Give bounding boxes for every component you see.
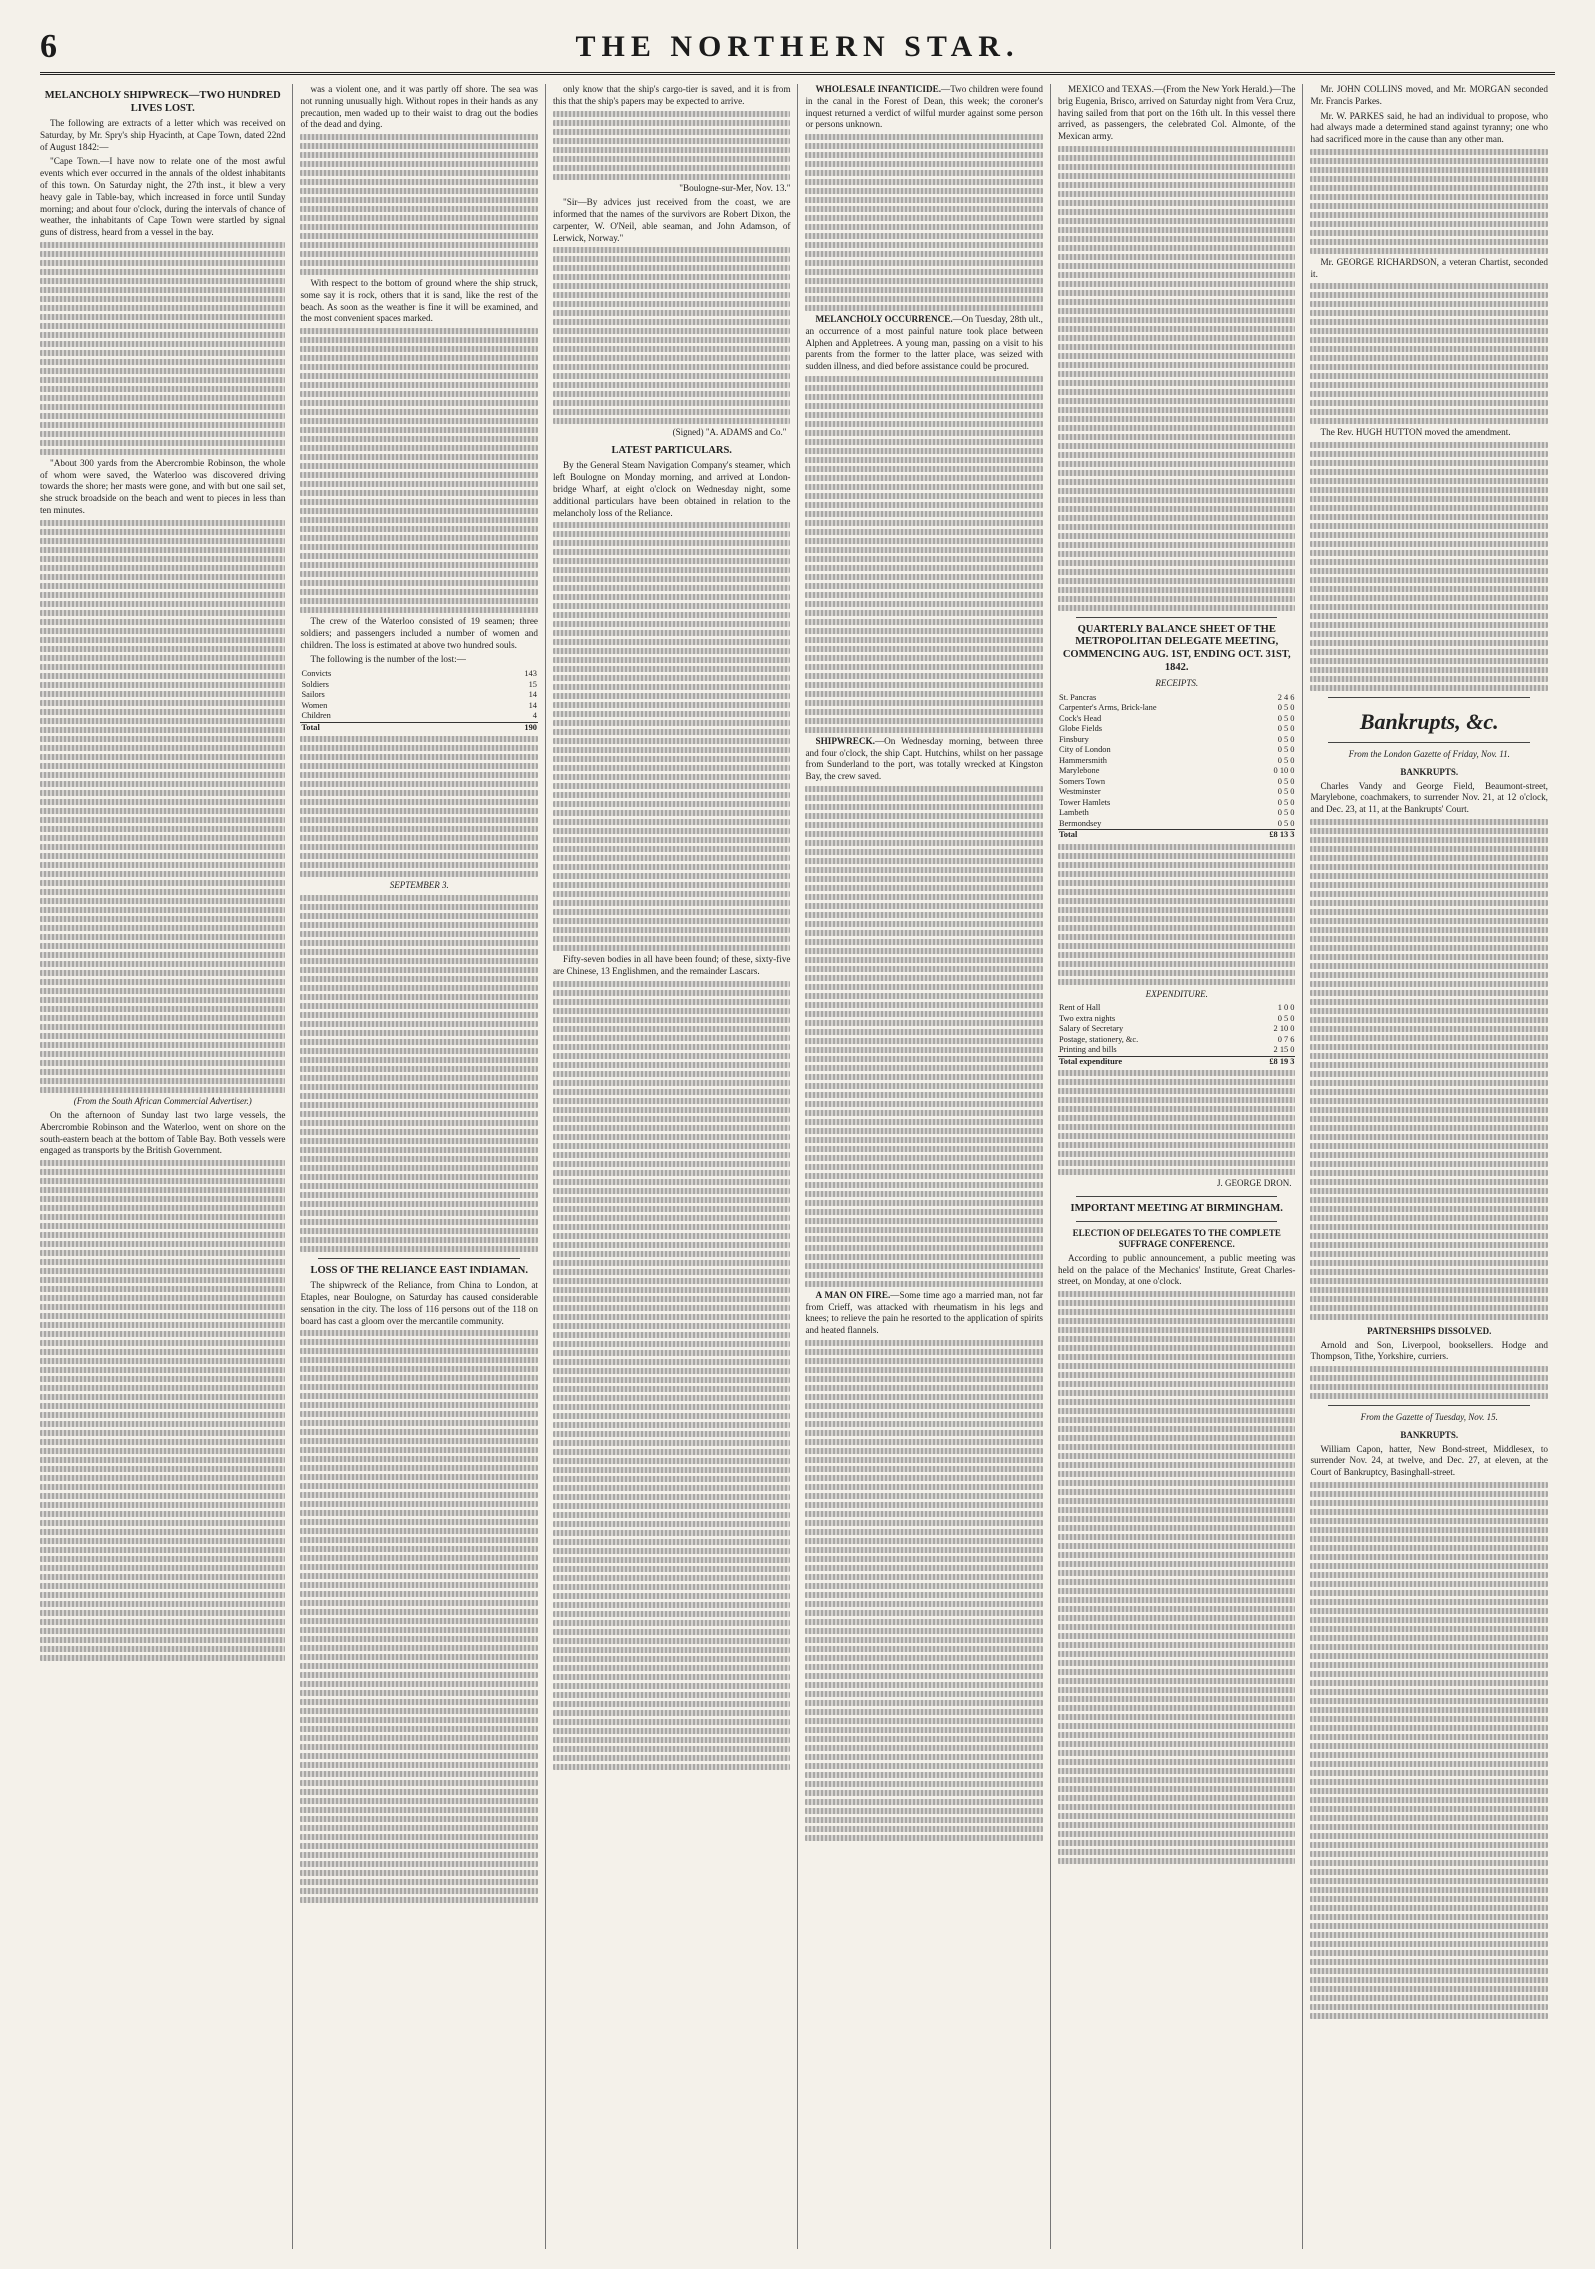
article-paragraph: On the afternoon of Sunday last two large vessels, the Abercrombie Robinson and the Waterloo, went on shore on the south-eastern beach at the bottom of Table Bay. Both vessels were engaged as transports by the British Government.	[40, 1110, 286, 1156]
table-row: Cock's Head 0 5 0	[1058, 713, 1295, 723]
column-3	[545, 84, 798, 2249]
table-row: Postage, stationery, &c. 0 7 6	[1058, 1034, 1295, 1044]
article-paragraph: "Cape Town.—I have now to relate one of the most awful events which ever occurred in the annals of the oldest inhabitants of this town. On Saturday night, the 27th inst., it blew a very heavy gale in Table-bay, which increased in force until Sunday morning; and about four o'clock, during the intervals of chance of weather, the inhabitants of Cape Town were startled by signal guns of distress, heard from a vessel in the bay.	[40, 156, 286, 238]
headline-reliance: LOSS OF THE RELIANCE EAST INDIAMAN.	[310, 1264, 528, 1276]
headline-shipwreck: MELANCHOLY SHIPWRECK—TWO HUNDRED LIVES LOST.	[44, 90, 281, 114]
table-row: Tower Hamlets 0 5 0	[1058, 797, 1295, 807]
table-row: Soldiers 15	[301, 679, 537, 689]
subheading-partnerships: PARTNERSHIPS DISSOLVED.	[1367, 1325, 1492, 1336]
masthead	[40, 22, 1555, 75]
article-paragraph: Arnold and Son, Liverpool, booksellers. Hodge and Thompson, Tithe, Yorkshire, curriers.	[1310, 1339, 1548, 1362]
table-row: Lambeth 0 5 0	[1058, 808, 1295, 818]
gazette-source: From the London Gazette of Friday, Nov. 11.	[1348, 749, 1510, 760]
article-paragraph: Mr. JOHN COLLINS moved, and Mr. MORGAN seconded Mr. Francis Parkes.	[1310, 84, 1548, 106]
article-paragraph: "Sir—By advices just received from the coast, we are informed that the names of the survivors are Robert Dixon, the carpenter, W. O'Neil, able seaman, and John Adamson, of Lerwick, Norway."	[552, 197, 791, 243]
section-heading: LATEST PARTICULARS.	[611, 444, 732, 456]
table-row: Marylebone 0 10 0	[1058, 766, 1295, 776]
table-row: Convicts 143	[301, 669, 537, 679]
article-paragraph: The Rev. HUGH HUTTON moved the amendment.	[1320, 427, 1511, 438]
table-row: Children 4	[301, 711, 537, 721]
article-paragraph: The shipwreck of the Reliance, from China to London, at Etaples, near Boulogne, on Saturday has caused considerable sensation in the city. The loss of 116 persons out of the 118 on board has cast a gloom over the mercantile community.	[300, 1280, 538, 1326]
article-paragraph: was a violent one, and it was partly off shore. The sea was not running unusually high. Without ropes in their hands as any precaution, men waded up to their waist to drag out the bodies of the dead and dying.	[300, 84, 538, 130]
paper-title: THE NORTHERN STAR.	[575, 30, 1020, 63]
column-5	[1050, 84, 1303, 2249]
article-text: —Two children were found in the canal in the Forest of Dean, this week; the coroner's inquest returned a verdict of wilful murder against some person or persons unknown.	[805, 84, 1043, 130]
dateline: SEPTEMBER 3.	[389, 880, 449, 891]
subheading-election: ELECTION OF DELEGATES TO THE COMPLETE SUFFRAGE CONFERENCE.	[1072, 1228, 1281, 1250]
page-number: 6	[40, 28, 57, 65]
article-text: —On Tuesday, 28th ult., an occurrence of a most painful nature took place between Alphen and Appletrees. A young man, passing on a visit to his parents from the former to the latter place, was seized with sudden illness, and died before assistance could be procured.	[805, 314, 1043, 372]
article-paragraph: Fifty-seven bodies in all have been found; of these, sixty-five are Chinese, 13 Englishmen, and the remainder Lascars.	[552, 954, 791, 977]
dateline: "Boulogne-sur-Mer, Nov. 13."	[679, 182, 791, 193]
table-row: Women 14	[301, 700, 537, 710]
table-row: Somers Town 0 5 0	[1058, 776, 1295, 786]
article-paragraph: By the General Steam Navigation Company's steamer, which left Boulogne on Monday morning, and arrived at London-bridge Wharf, at eight o'clock on Wednesday night, some additional particulars have been obtained in relation to the melancholy loss of the Reliance.	[552, 460, 791, 518]
article-paragraph: MEXICO and TEXAS.—(From the New York Herald.)—The brig Eugenia, Brisco, arrived on Saturday night from Vera Cruz, having sailed from that port on the 16th ult. In this vessel there arrived, as passengers, the celebrated Col. Almonte, of the Mexican army.	[1057, 84, 1296, 142]
table-row: Salary of Secretary 2 10 0	[1058, 1024, 1295, 1034]
table-total-row: Total 190	[301, 722, 537, 732]
inline-heading: A MAN ON FIRE.	[815, 1289, 891, 1300]
table-total-row: Total £8 13 3	[1058, 830, 1295, 840]
expenditure-title: EXPENDITURE.	[1145, 988, 1208, 999]
column-4	[797, 84, 1050, 2249]
table-row: Sailors 14	[301, 690, 537, 700]
article-paragraph: "About 300 yards from the Abercrombie Robinson, the whole of whom were saved, the Waterloo was discovered driving towards the shore; her masts were gone, and with but one sail set, she struck broadside on the beach and went to pieces in less than ten minutes.	[40, 457, 286, 515]
article-paragraph: According to public announcement, a public meeting was held on the palace of the Mechanics' Institute, Great Charles-street, on Monday, at one o'clock.	[1057, 1252, 1296, 1287]
signature: J. GEORGE DRON.	[1216, 1178, 1292, 1189]
column-1	[40, 84, 292, 2249]
table-row: St. Pancras 2 4 6	[1058, 692, 1295, 702]
article-text: —On Wednesday morning, between three and four o'clock, the ship Capt. Hutchins, whilst on her passage from Sunderland to the port, was totally wrecked at Kingston Bay, the crew saved.	[805, 735, 1043, 782]
table-row: Westminster 0 5 0	[1058, 787, 1295, 797]
inline-heading: SHIPWRECK.	[815, 735, 875, 746]
subheading-bankrupts: BANKRUPTS.	[1400, 1429, 1459, 1440]
table-row: Hammersmith 0 5 0	[1058, 755, 1295, 765]
article-paragraph: Mr. GEORGE RICHARDSON, a veteran Chartist, seconded it.	[1310, 256, 1548, 279]
source-credit: (From the South African Commercial Advertiser.)	[73, 1095, 252, 1106]
receipts-table	[1058, 693, 1296, 841]
column-2	[292, 84, 545, 2249]
table-row: City of London 0 5 0	[1058, 745, 1295, 755]
table-row: Globe Fields 0 5 0	[1058, 724, 1295, 734]
article-paragraph: With respect to the bottom of ground where the ship struck, some say it is rock, others that it is sand, like the rest of the beach. As soon as the weather is fine it will be examined, and the most convenient spaces marked.	[300, 278, 538, 324]
bankrupts-heading: Bankrupts, &c.	[1359, 709, 1499, 735]
article-paragraph: only know that the ship's cargo-tier is saved, and it is from this that the ship's papers may be expected to arrive.	[552, 84, 791, 106]
article-text: —Some time ago a married man, not far from Crieff, was attacked with rheumatism in his legs and knees; to relieve the pain he resorted to the application of spirits and heated flannels.	[805, 1289, 1043, 1336]
table-row: Carpenter's Arms, Brick-lane 0 5 0	[1058, 703, 1295, 713]
table-row: Rent of Hall 1 0 0	[1058, 1003, 1295, 1013]
column-6	[1302, 84, 1555, 2249]
table-intro: The following is the number of the lost:—	[310, 654, 466, 665]
loss-table	[300, 669, 538, 733]
expenditure-table	[1058, 1003, 1296, 1067]
article-paragraph: The crew of the Waterloo consisted of 19 seamen; three soldiers; and passengers included a number of women and children. The loss is estimated at above two hundred souls.	[300, 616, 538, 650]
article-columns	[40, 84, 1555, 2249]
balance-sheet-heading: QUARTERLY BALANCE SHEET OF THE METROPOLITAN DELEGATE MEETING, COMMENCING AUG. 1ST, ENDING OCT. 31ST, 1842.	[1062, 623, 1291, 673]
article-paragraph: Mr. W. PARKES said, he had an individual to propose, who had always made a determined stand against tyranny; one who had sacrificed more in the cause than any other man.	[1310, 110, 1548, 145]
receipts-title: RECEIPTS.	[1155, 678, 1199, 689]
article-paragraph: William Capon, hatter, New Bond-street, Middlesex, to surrender Nov. 24, at twelve, and Dec. 27, at eleven, at the Court of Bankruptcy, Basinghall-street.	[1310, 1443, 1548, 1478]
inline-heading: WHOLESALE INFANTICIDE.	[815, 84, 942, 94]
article-paragraph: Charles Vandy and George Field, Beaumont-street, Marylebone, coachmakers, to surrender Nov. 21, at 12 o'clock, and Dec. 23, at 11, at the Bankrupts' Court.	[1310, 780, 1548, 815]
gazette-source: From the Gazette of Tuesday, Nov. 15.	[1360, 1412, 1498, 1423]
article-intro: The following are extracts of a letter which was received on Saturday, by Mr. Spry's ship Hyacinth, at Cape Town, dated 22nd of August 1842:—	[40, 118, 286, 152]
table-row: Printing and bills 2 15 0	[1058, 1045, 1295, 1055]
table-row: Two extra nights 0 5 0	[1058, 1013, 1295, 1023]
inline-heading: MELANCHOLY OCCURRENCE.	[815, 314, 953, 325]
headline-birmingham: IMPORTANT MEETING AT BIRMINGHAM.	[1070, 1202, 1283, 1214]
subheading-bankrupts: BANKRUPTS.	[1400, 766, 1459, 777]
table-total-row: Total expenditure £8 19 3	[1058, 1056, 1295, 1066]
table-row: Bermondsey 0 5 0	[1058, 818, 1295, 828]
letter-signature: (Signed) "A. ADAMS and Co."	[672, 427, 787, 438]
table-row: Finsbury 0 5 0	[1058, 734, 1295, 744]
